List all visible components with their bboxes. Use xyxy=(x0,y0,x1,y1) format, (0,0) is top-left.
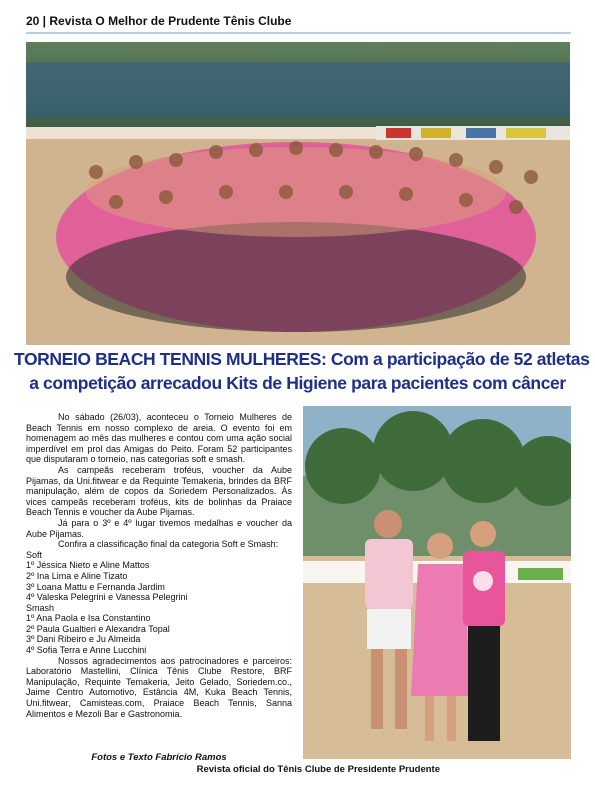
article-paragraph: Nossos agradecimentos aos patrocinadores e parceiros: Laboratório Mastellini, Clínica Tênis Clube Restore, BRF Manipulação, Requinte Temakeria, Jeito Gelado, Soriedem.co., Jaime Centro Automotivo, Estância 4M, Kuka Beach Tennis, Uni.fitwear, Camisteas.com, Praiace Beach Tennis, Sanna Alimentos e Mezoli Bar e Gastronomia. xyxy=(26,655,292,719)
photo-credit: Fotos e Texto Fabrício Ramos xyxy=(91,752,227,763)
article-paragraph: As campeãs receberam troféus, voucher da Aube Pijamas, da Uni.fitwear e da Requinte Temakeria, brindes da BRF manipulação, além de copos da Soriedem Personalizados. Às vices campeãs receberam troféus, kits de bolinhas da Praiace Beach Tennis e voucher da Aube Pijamas. xyxy=(26,464,292,518)
category-label-soft: Soft xyxy=(26,549,43,560)
article-paragraph: No sábado (26/03), aconteceu o Torneio Mulheres de Beach Tennis em nosso complexo de areia. O evento foi em homenagem ao mês das mulheres e contou com uma ação social imperdível em prol das Amigas do Peito. Foram 52 participantes que disputaram o torneio, nas categorias soft e smash. xyxy=(26,412,292,465)
page-header: 20 | Revista O Melhor de Prudente Tênis Clube xyxy=(26,14,571,34)
sponsors-photo xyxy=(303,406,571,759)
three-people-photo-icon xyxy=(303,406,571,759)
category-label-smash: Smash xyxy=(26,602,55,613)
article-body xyxy=(26,412,292,719)
result-line: 1º Jéssica Nieto e Aline Mattos xyxy=(26,560,150,571)
article-headline xyxy=(14,347,590,395)
headline-line-2: a competição arrecadou Kits de Higiene para pacientes com câncer xyxy=(29,373,566,393)
article-paragraph: Já para o 3º e 4º lugar tivemos medalhas e voucher da Aube Pijamas. xyxy=(26,517,292,539)
result-line: 4º Valeska Pelegrini e Vanessa Pelegrini xyxy=(26,592,188,603)
footer-tagline: Revista oficial do Tênis Clube de Presidente Prudente xyxy=(196,764,440,775)
result-line: 2º Ina Lima e Aline Tizato xyxy=(26,570,128,581)
group-photo xyxy=(26,42,570,345)
result-line: 4º Sofia Terra e Anne Lucchini xyxy=(26,645,147,656)
article-paragraph: Confira a classificação final da categoria Soft e Smash: xyxy=(58,539,279,550)
headline-line-1: TORNEIO BEACH TENNIS MULHERES: Com a participação de 52 atletas xyxy=(14,349,590,369)
result-line: 2º Paula Gualtieri e Alexandra Topal xyxy=(26,623,170,634)
result-line: 1º Ana Paola e Isa Constantino xyxy=(26,613,151,624)
result-line: 3º Dani Ribeiro e Ju Almeida xyxy=(26,634,141,645)
result-line: 3º Loana Mattu e Fernanda Jardim xyxy=(26,581,165,592)
group-photo-icon xyxy=(26,42,570,345)
